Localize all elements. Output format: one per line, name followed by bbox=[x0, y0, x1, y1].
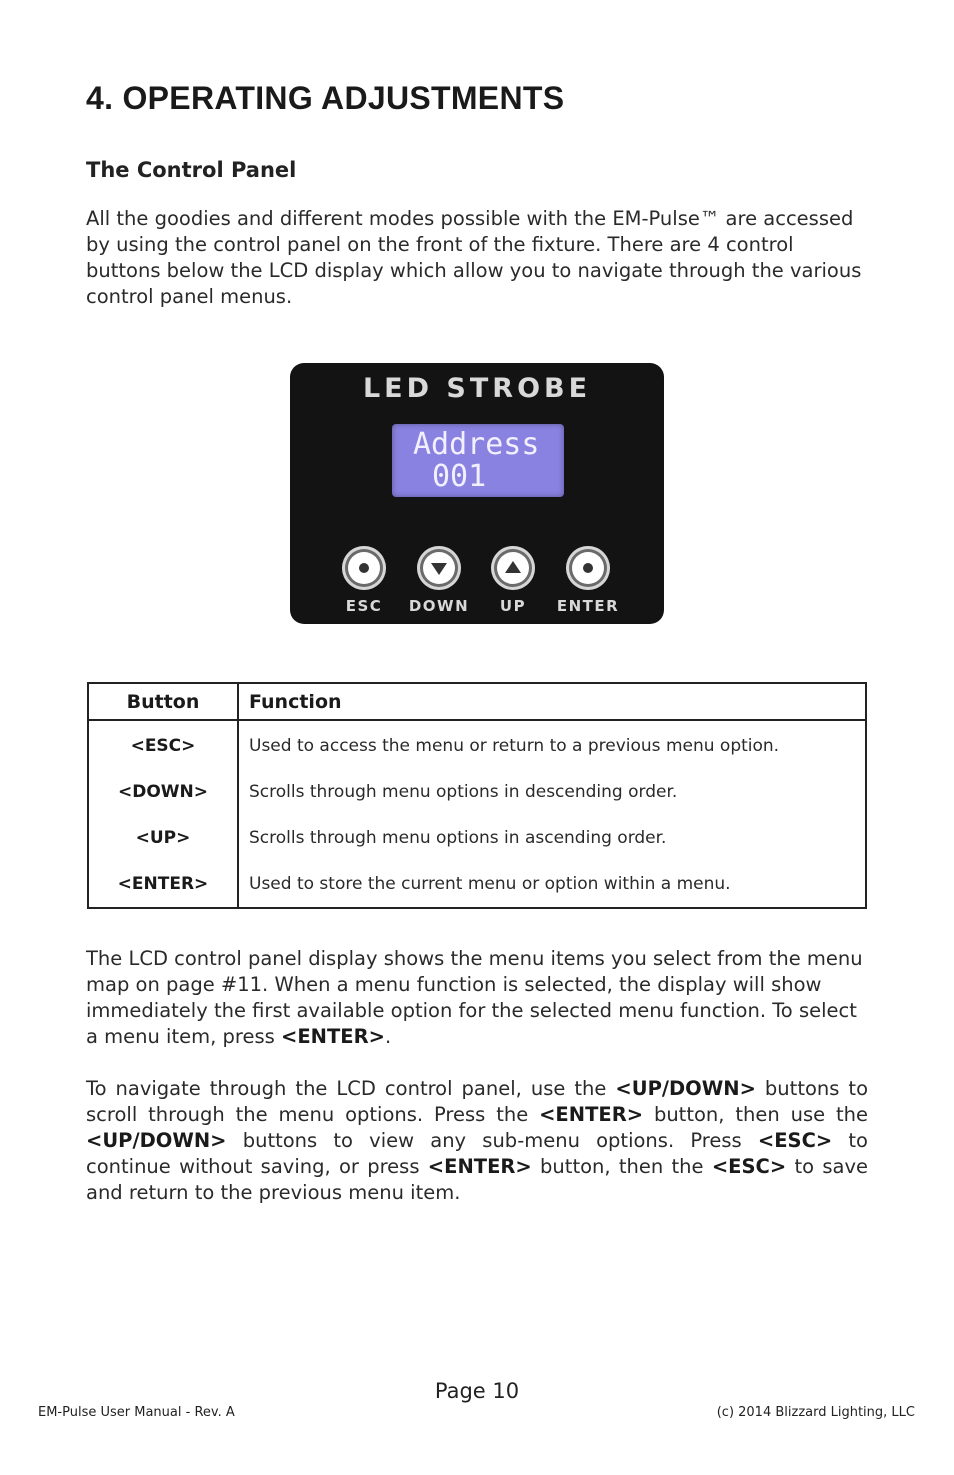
lcd-line-1: Address bbox=[413, 427, 540, 462]
control-panel-image bbox=[290, 363, 664, 624]
function-cell: Scrolls through menu options in ascending order. bbox=[249, 828, 667, 848]
triangle-down-icon bbox=[431, 563, 447, 575]
lcd-line-2: 001 bbox=[432, 459, 487, 494]
lcd-display bbox=[392, 424, 564, 497]
function-cell: Scrolls through menu options in descending order. bbox=[249, 782, 678, 802]
esc-button bbox=[342, 546, 386, 590]
function-cell: Used to store the current menu or option within a menu. bbox=[249, 874, 731, 894]
table-row bbox=[88, 769, 866, 815]
footer-copyright: (c) 2014 Blizzard Lighting, LLC bbox=[716, 1405, 915, 1420]
table-row bbox=[88, 815, 866, 861]
section-heading: The Control Panel bbox=[86, 158, 297, 182]
table-header-function: Function bbox=[238, 683, 866, 720]
function-cell: Used to access the menu or return to a previous menu option. bbox=[249, 736, 780, 756]
table-row bbox=[88, 861, 866, 908]
footer-manual-title: EM-Pulse User Manual - Rev. A bbox=[38, 1405, 235, 1420]
triangle-up-icon bbox=[505, 561, 521, 573]
down-button bbox=[417, 546, 461, 590]
up-label: UP bbox=[499, 597, 527, 615]
down-label: DOWN bbox=[408, 597, 470, 615]
button-cell: <DOWN> bbox=[88, 769, 238, 815]
dot-icon bbox=[583, 563, 593, 573]
lcd-description-paragraph: The LCD control panel display shows the menu items you select from the menu map on page #11. When a menu function is selected, the display will show immediately the first available option for the selected menu function. To select a menu item, press <ENTER>. bbox=[86, 947, 863, 1048]
page-number: Page 10 bbox=[434, 1379, 520, 1403]
esc-label: ESC bbox=[345, 597, 383, 615]
table-header-button: Button bbox=[88, 683, 238, 720]
enter-button bbox=[566, 546, 610, 590]
navigation-paragraph: To navigate through the LCD control panel, use the <UP/DOWN> buttons to scroll through the menu options. Press the <ENTER> button, then use the <UP/DOWN> buttons to view any sub-menu options. Press <ESC> to continue without saving, or press <ENTER> button, then the <ESC> to save and return to the previous menu item. bbox=[86, 1077, 868, 1204]
button-cell: <ENTER> bbox=[88, 861, 238, 908]
dot-icon bbox=[359, 563, 369, 573]
table-row bbox=[88, 720, 866, 769]
page-heading: 4. OPERATING ADJUSTMENTS bbox=[86, 80, 565, 116]
up-button bbox=[491, 546, 535, 590]
button-function-table bbox=[87, 682, 867, 909]
intro-paragraph: All the goodies and different modes possible with the EM-Pulse™ are accessed by using the control panel on the front of the fixture. There are 4 control buttons below the LCD display which allow you to navigate through the various control panel menus. bbox=[86, 207, 862, 308]
button-cell: <ESC> bbox=[88, 720, 238, 769]
button-cell: <UP> bbox=[88, 815, 238, 861]
panel-title: LED STROBE bbox=[362, 373, 592, 404]
enter-label: ENTER bbox=[556, 597, 620, 615]
